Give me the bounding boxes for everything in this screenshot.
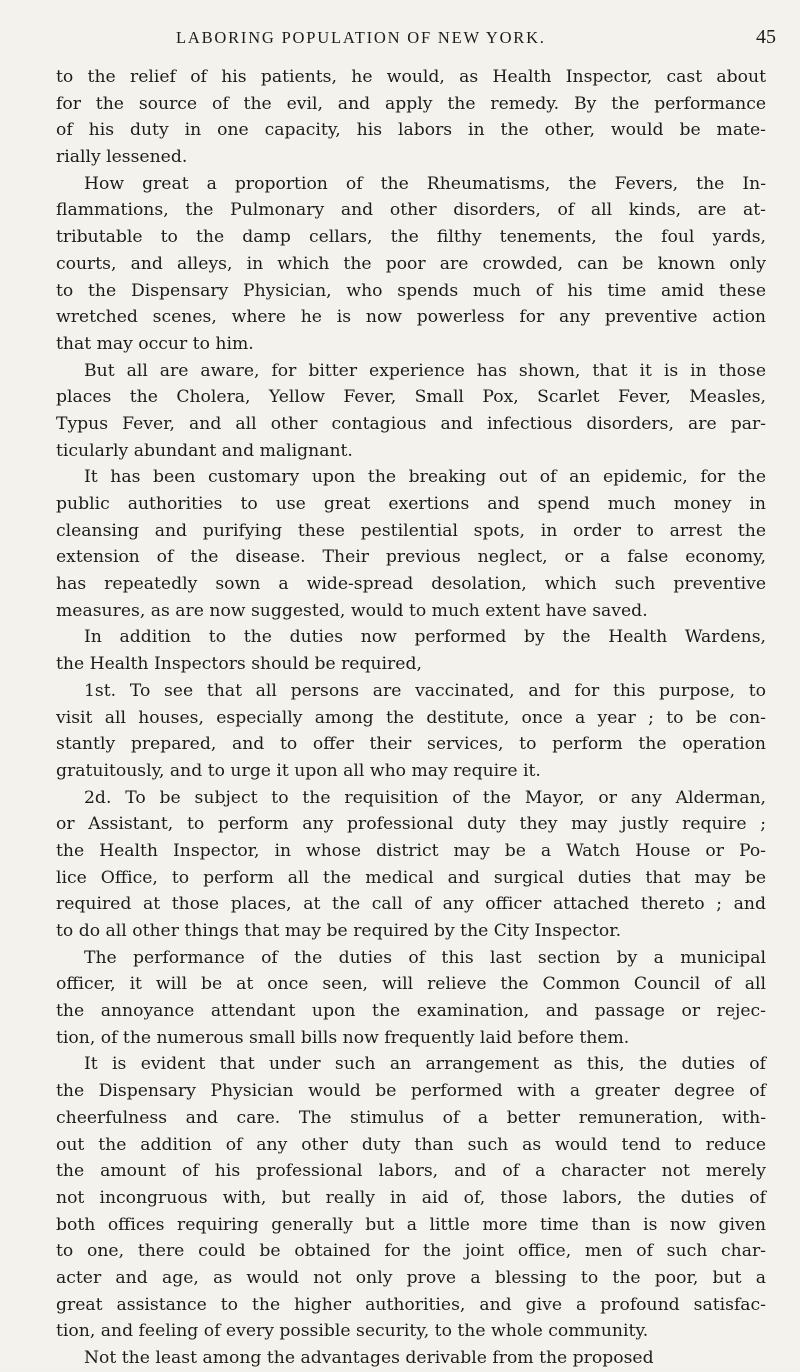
text-line: measures, as are now suggested, would to much extent have saved.	[56, 600, 648, 621]
text-line: to the relief of his patients, he would, as Health Inspector, cast about	[56, 67, 766, 87]
text-line: the amount of his professional labors, and of a character not merely	[56, 1161, 766, 1182]
text-line: visit all houses, especially among the destitute, once a year ; to be con-	[56, 707, 766, 728]
page-number: 45	[756, 26, 776, 48]
text-line: lice Office, to perform all the medical and surgical duties that may be	[56, 867, 766, 888]
text-line: wretched scenes, where he is now powerless for any preventive action	[56, 307, 766, 328]
text-line: the annoyance attendant upon the examination, and passage or rejec-	[56, 1001, 766, 1022]
text-line: It is evident that under such an arrangement as this, the duties of	[84, 1054, 766, 1075]
text-line: that may occur to him.	[56, 333, 254, 354]
text-line: for the source of the evil, and apply the remedy. By the performance	[56, 93, 766, 114]
text-line: to the Dispensary Physician, who spends much of his time amid these	[56, 280, 766, 301]
text-line: both offices requiring generally but a little more time than is now given	[56, 1214, 766, 1235]
running-head	[0, 20, 800, 56]
text-line: stantly prepared, and to offer their services, to perform the operation	[56, 734, 766, 755]
text-line: cheerfulness and care. The stimulus of a better remuneration, with-	[56, 1107, 766, 1128]
text-line: courts, and alleys, in which the poor are crowded, can be known only	[56, 253, 766, 274]
text-line: the Dispensary Physician would be performed with a greater degree of	[56, 1081, 766, 1102]
text-line: officer, it will be at once seen, will relieve the Common Council of all	[56, 974, 766, 995]
text-line: rially lessened.	[56, 147, 188, 168]
text-line: The performance of the duties of this last section by a municipal	[84, 947, 766, 968]
text-line: has repeatedly sown a wide-spread desolation, which such preventive	[56, 574, 766, 595]
text-line: Typus Fever, and all other contagious and infectious disorders, are par-	[56, 413, 766, 434]
text-line: flammations, the Pulmonary and other disorders, of all kinds, are at-	[56, 200, 766, 221]
text-line: or Assistant, to perform any professional duty they may justly require ;	[56, 814, 766, 835]
text-line: the Health Inspectors should be required,	[56, 654, 422, 675]
running-title: LABORING POPULATION OF NEW YORK.	[176, 28, 546, 47]
text-line: extension of the disease. Their previous neglect, or a false economy,	[56, 547, 766, 568]
text-line: required at those places, at the call of any officer attached thereto ; and	[56, 894, 766, 915]
text-line: tion, and feeling of every possible security, to the whole community.	[56, 1321, 649, 1342]
text-line: to do all other things that may be required by the City Inspector.	[56, 921, 622, 941]
text-line: of his duty in one capacity, his labors in the other, would be mate-	[56, 120, 766, 141]
text-line: 1st. To see that all persons are vaccinated, and for this purpose, to	[84, 680, 766, 701]
text-line: not incongruous with, but really in aid of, those labors, the duties of	[56, 1187, 766, 1208]
text-line: out the addition of any other duty than such as would tend to reduce	[56, 1134, 766, 1155]
text-line: But all are aware, for bitter experience has shown, that it is in those	[84, 360, 766, 381]
body-text	[56, 64, 766, 1372]
text-line: Not the least among the advantages derivable from the proposed	[84, 1348, 654, 1368]
text-line: In addition to the duties now performed by the Health Wardens,	[84, 627, 766, 648]
text-line: the Health Inspector, in whose district may be a Watch House or Po-	[56, 840, 766, 861]
text-line: cleansing and purifying these pestilential spots, in order to arrest the	[56, 520, 766, 541]
text-line: great assistance to the higher authorities, and give a profound satisfac-	[56, 1294, 766, 1315]
text-line: gratuitously, and to urge it upon all who may require it.	[56, 760, 541, 781]
text-line: How great a proportion of the Rheumatisms, the Fevers, the In-	[84, 173, 766, 194]
text-line: ticularly abundant and malignant.	[56, 440, 353, 461]
text-line: public authorities to use great exertions and spend much money in	[56, 494, 766, 514]
text-line: tributable to the damp cellars, the filthy tenements, the foul yards,	[56, 227, 766, 248]
text-line: 2d. To be subject to the requisition of the Mayor, or any Alderman,	[84, 787, 766, 808]
text-line: to one, there could be obtained for the joint office, men of such char-	[56, 1241, 766, 1262]
text-line: tion, of the numerous small bills now frequently laid before them.	[56, 1027, 630, 1048]
text-line: places the Cholera, Yellow Fever, Small Pox, Scarlet Fever, Measles,	[56, 387, 766, 408]
text-line: It has been customary upon the breaking out of an epidemic, for the	[84, 467, 766, 488]
text-line: acter and age, as would not only prove a blessing to the poor, but a	[56, 1267, 766, 1288]
